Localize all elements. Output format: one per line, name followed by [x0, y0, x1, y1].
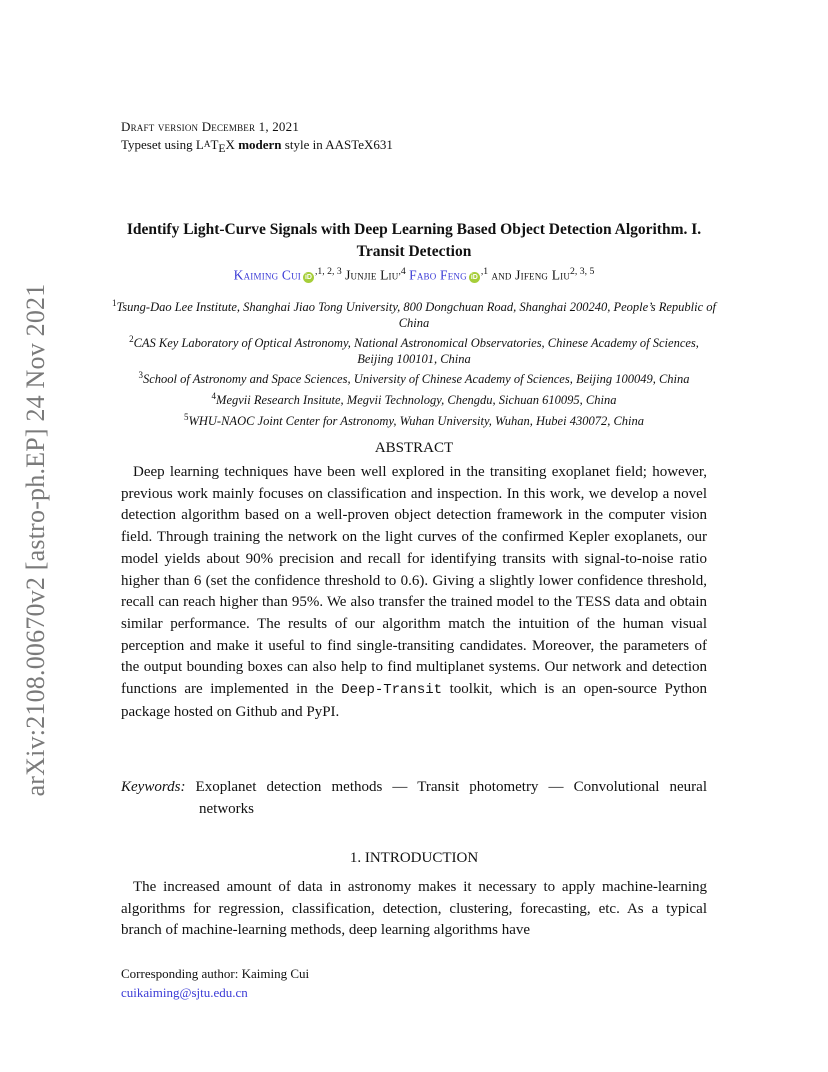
affiliation-item: $^3$School of Astronomy and Space Sciences, University of Chinese Academy of Sciences, Beijing 100049, China: [138, 370, 690, 387]
toolkit-name: Deep-Transit: [341, 682, 443, 699]
arxiv-identifier-stamp: arXiv:2108.00670v2 [astro-ph.EP] 24 Nov 2021: [21, 283, 50, 797]
corresponding-author: Corresponding author: Kaiming Cui: [121, 966, 310, 981]
affiliation-item: $^5$WHU-NAOC Joint Center for Astronomy, Wuhan University, Wuhan, Hubei 430072, China: [183, 411, 645, 428]
affiliation-item: $^2$CAS Key Laboratory of Optical Astronomy, National Astronomical Observatories, Chinese Academy of Sciences, Beijing 100101, China: [129, 334, 699, 366]
section-heading-introduction: 1. INTRODUCTION: [349, 850, 479, 866]
typeset-line: [121, 136, 393, 155]
typeset-prefix: Typeset using: [121, 137, 196, 152]
author-name: and Jifeng Liu: [491, 267, 571, 283]
affiliation-item: $^4$Megvii Research Insitute, Megvii Technology, Chengdu, Sichuan 610095, China: [211, 390, 617, 408]
latex-logo: LATEX: [195, 137, 235, 155]
author-name-link[interactable]: Kaiming Cui: [233, 267, 301, 283]
keywords: [121, 777, 707, 820]
draft-header: [121, 118, 393, 155]
author-list: [116, 266, 712, 284]
corresponding-author-footnote: [121, 964, 309, 1002]
draft-version-line: Draft version December 1, 2021: [121, 119, 300, 134]
author-affiliation-marks: ,4: [398, 266, 406, 277]
paper-title: Identify Light-Curve Signals with Deep Learning Based Object Detection Algorithm. I. Transit Detection: [126, 221, 702, 260]
author-name-link[interactable]: Fabo Feng: [409, 267, 467, 283]
author-affiliation-marks: ,1, 2, 3: [314, 266, 342, 277]
author-affiliation-marks: 2, 3, 5: [570, 266, 595, 277]
keywords-text: Exoplanet detection methods — Transit photometry — Convolutional neural networks: [195, 779, 708, 817]
typeset-suffix: style in AASTeX631: [281, 137, 393, 152]
abstract-body: Deep learning techniques have been well explored in the transiting exoplanet field; however, previous work mainly focuses on classification and inspection. In this work, we develop a novel detection algorithm based on a well-proven object detection framework in the computer vision field. Through training the network on the light curves of the confirmed Kepler exoplanets, our model yields about 90% precision and recall for identifying transits with signal-to-noise ratio higher than 6 (set the confidence threshold to 0.6). Giving a slightly lower confidence threshold, recall can reach higher than 95%. We also transfer the trained model to the TESS data and obtain similar performance. The results of our algorithm match the intuition of the human visual perception and make it useful to find single-transiting candidates. Moreover, the parameters of the output bounding boxes can also help to find multiplanet systems. Our network and detection functions are implemented in the Deep-Transit toolkit, which is an open-source Python package hosted on Github and PyPI.: [121, 464, 707, 720]
author-name: Junjie Liu: [345, 267, 399, 283]
keywords-label: Keywords:: [121, 779, 186, 795]
orcid-icon[interactable]: iD: [470, 273, 478, 281]
abstract-heading: ABSTRACT: [374, 440, 454, 456]
introduction-paragraph: The increased amount of data in astronomy makes it necessary to apply machine-learning algorithms for regression, classification, detection, clustering, forecasting, etc. As a typical branch of machine-learning methods, deep learning algorithms have: [121, 879, 707, 939]
orcid-icon[interactable]: iD: [304, 273, 312, 281]
affiliation-list: [112, 296, 716, 430]
author-email-link[interactable]: cuikaiming@sjtu.edu.cn: [121, 985, 248, 1000]
author-affiliation-marks: ,1: [480, 266, 489, 277]
affiliation-item: $^1$Tsung-Dao Lee Institute, Shanghai Jiao Tong University, 800 Dongchuan Road, Shanghai 200240, People’s Republic of China: [112, 298, 717, 330]
typeset-style: modern: [238, 137, 282, 152]
